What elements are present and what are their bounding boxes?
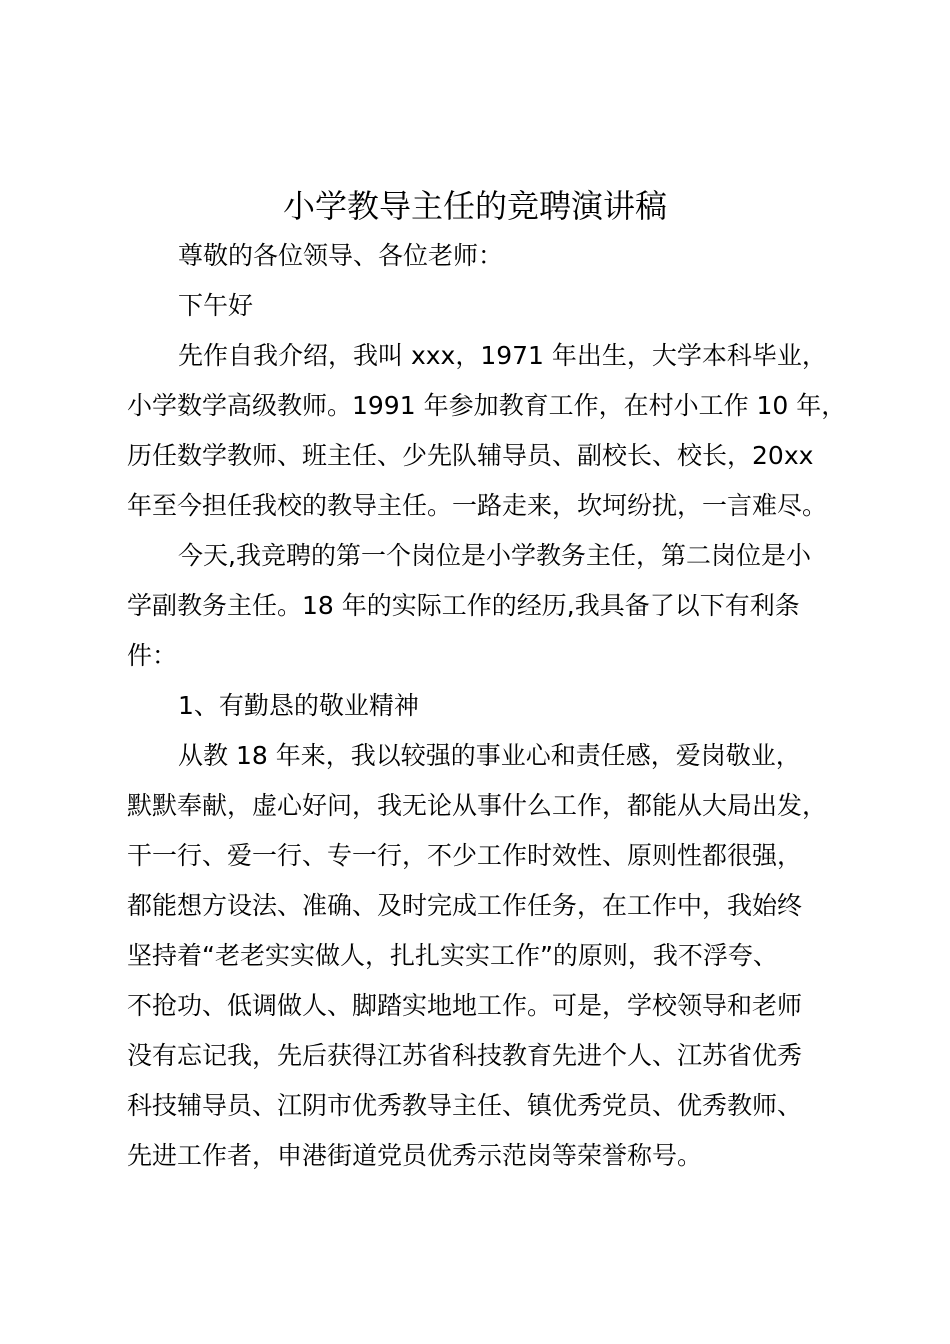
text-line: 干一行、爱一行、专一行，不少工作时效性、原则性都很强，	[127, 841, 803, 870]
text-line: 先进工作者，申港街道党员优秀示范岗等荣誉称号。	[127, 1141, 703, 1170]
text-line: 都能想方设法、准确、及时完成工作任务，在工作中，我始终	[127, 891, 803, 920]
text-line: 年至今担任我校的教导主任。一路走来，坎坷纷扰，一言难尽。	[127, 491, 828, 520]
text-line: 不抢功、低调做人、脚踏实地地工作。可是，学校领导和老师	[127, 991, 803, 1020]
text-line: 从教 18 年来，我以较强的事业心和责任感，爱岗敬业，	[178, 741, 801, 770]
text-line-salutation: 尊敬的各位领导、各位老师：	[178, 241, 504, 270]
text-line: 今天,我竞聘的第一个岗位是小学教务主任，第二岗位是小	[178, 541, 811, 570]
document-body	[127, 231, 858, 1181]
section-heading: 1、有勤恳的敬业精神	[178, 691, 419, 720]
text-line: 没有忘记我，先后获得江苏省科技教育先进个人、江苏省优秀	[127, 1041, 803, 1070]
text-line: 学副教务主任。18 年的实际工作的经历,我具备了以下有利条	[127, 591, 800, 620]
text-line: 历任数学教师、班主任、少先队辅导员、副校长、校长，20xx	[127, 441, 814, 470]
text-line: 件：	[127, 641, 178, 670]
text-line: 小学数学高级教师。1991 年参加教育工作，在村小工作 10 年，	[127, 391, 847, 420]
text-line: 科技辅导员、江阴市优秀教导主任、镇优秀党员、优秀教师、	[127, 1091, 803, 1120]
document-title: 小学教导主任的竞聘演讲稿	[282, 187, 667, 225]
text-line-greeting: 下午好	[178, 291, 254, 320]
text-line: 先作自我介绍，我叫 xxx，1971 年出生，大学本科毕业，	[178, 341, 827, 370]
text-line: 默默奉献，虚心好问，我无论从事什么工作，都能从大局出发，	[127, 791, 828, 820]
text-line: 坚持着“老老实实做人，扎扎实实工作”的原则，我不浮夸、	[127, 941, 778, 970]
